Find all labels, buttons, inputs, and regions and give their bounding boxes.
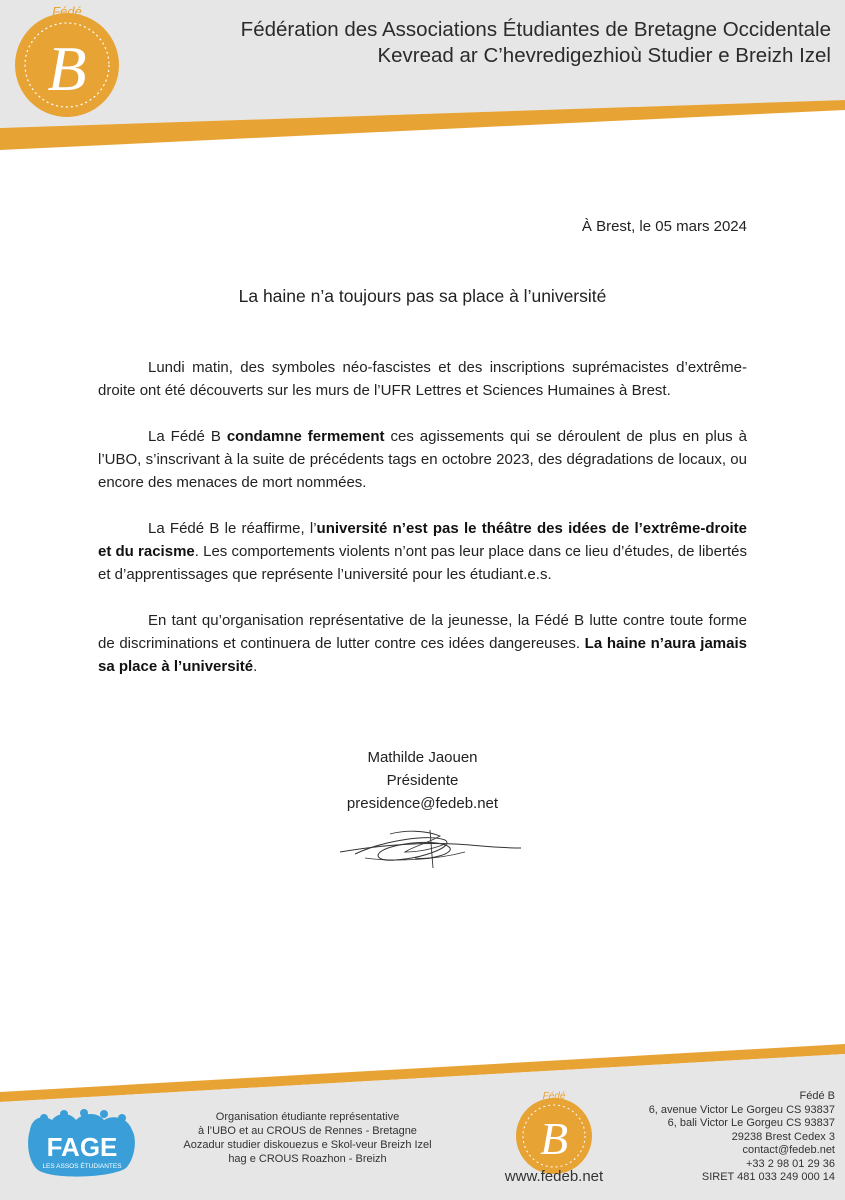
paragraph-2: La Fédé B condamne fermement ces agissements qui se déroulent de plus en plus à l’UBO, s’inscrivant à la suite de précédents tags en octobre 2023, des dégradations de locaux, ou encore des menaces de mort nommées. <box>98 428 747 491</box>
address-line-br: 6, bali Victor Le Gorgeu CS 93837 <box>667 1117 835 1129</box>
address-name: Fédé B <box>799 1090 835 1102</box>
fage-logo <box>22 1108 142 1188</box>
contact-address <box>595 1090 835 1185</box>
address-line-fr: 6, avenue Victor Le Gorgeu CS 93837 <box>648 1103 835 1116</box>
svg-text:FAGE: FAGE <box>46 1132 118 1162</box>
organization-title <box>241 17 831 69</box>
handwritten-signature <box>335 822 525 872</box>
paragraph-3: La Fédé B le réaffirme, l’université n’est pas le théâtre des idées de l’extrême-droite et du racisme. Les comportements violents n’ont pas leur place dans ce lieu d’études, de libertés et d’apprentissages que représente l’université pour les étudiant.e.s. <box>98 520 747 583</box>
svg-text:Fédé: Fédé <box>52 4 82 19</box>
fede-b-logo-footer <box>510 1090 598 1178</box>
paragraph-1: Lundi matin, des symboles néo-fascistes et des inscriptions suprémacistes d’extrême-droite ont été découverts sur les murs de l’UFR Lettres et Sciences Humaines à Brest. <box>98 359 747 399</box>
signatory-name: Mathilde Jaouen <box>367 749 478 766</box>
organization-description: Organisation étudiante représentative à l’UBO et au CROUS de Rennes - Bretagne Aozadur studier diskouezus e Skol-veur Breizh Izel hag e CROUS Roazhon - Breizh <box>183 1111 432 1165</box>
emphasis-university: université n’est pas le théâtre des idées de l’extrême-droite et du racisme <box>98 520 747 560</box>
address-city: 29238 Brest Cedex 3 <box>731 1130 835 1143</box>
contact-email[interactable]: contact@fedeb.net <box>742 1144 835 1156</box>
signatory-email: presidence@fedeb.net <box>346 795 499 812</box>
emphasis-condemn: condamne fermement <box>226 428 385 445</box>
letterhead-header <box>0 0 845 150</box>
emphasis-hate: La haine n’aura jamais sa place à l’université <box>98 635 747 675</box>
letter-date: À Brest, le 05 mars 2024 <box>581 218 747 235</box>
signature-block <box>280 746 565 815</box>
website-link[interactable]: www.fedeb.net <box>504 1168 604 1185</box>
svg-text:Fédé: Fédé <box>542 1091 566 1102</box>
svg-text:B: B <box>47 33 87 104</box>
siret-number: SIRET 481 033 249 000 14 <box>701 1171 835 1183</box>
svg-text:LES ASSOS ÉTUDIANTES: LES ASSOS ÉTUDIANTES <box>42 1163 122 1170</box>
letterhead-footer <box>0 1040 845 1200</box>
letter-body <box>98 356 747 701</box>
letter-title: La haine n’a toujours pas sa place à l’université <box>238 286 607 306</box>
svg-text:B: B <box>539 1113 569 1164</box>
contact-phone: +33 2 98 01 29 36 <box>746 1157 835 1170</box>
fede-b-logo <box>8 4 126 122</box>
signatory-role: Présidente <box>386 772 459 789</box>
paragraph-4: En tant qu’organisation représentative de la jeunesse, la Fédé B lutte contre toute forme de discriminations et continuera de lutter contre ces idées dangereuses. La haine n’aura jamais sa place à l’université. <box>98 612 747 675</box>
org-name-french: Fédération des Associations Étudiantes de Bretagne Occidentale <box>240 18 831 41</box>
org-name-breton: Kevread ar C’hevredigezhioù Studier e Breizh Izel <box>377 44 831 67</box>
